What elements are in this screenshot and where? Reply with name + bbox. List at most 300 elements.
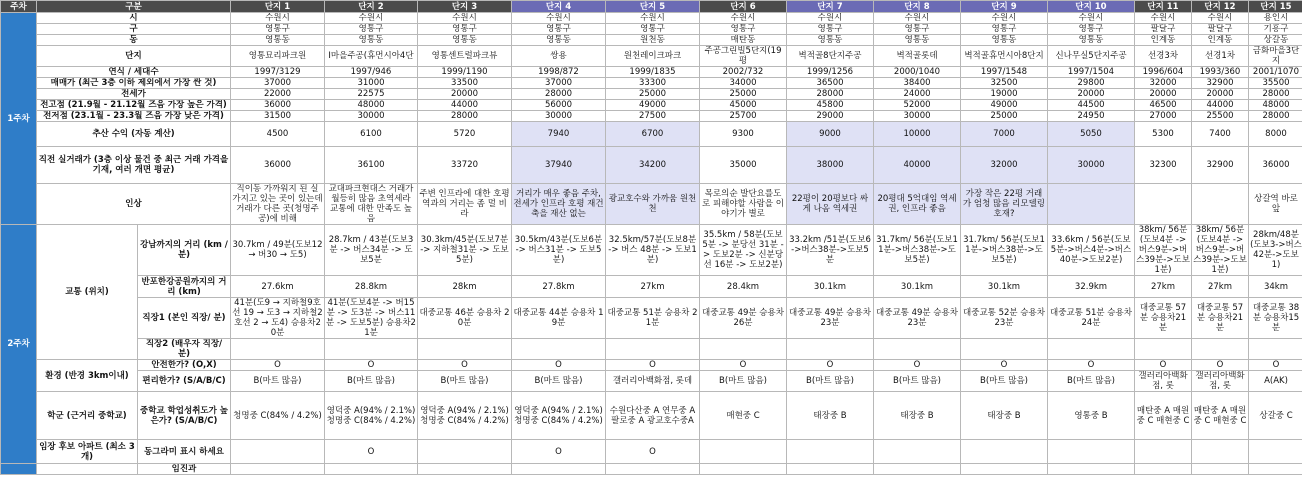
- value-cell[interactable]: 30000: [325, 111, 418, 122]
- value-cell[interactable]: [961, 440, 1048, 464]
- value-cell[interactable]: 28km/48분(도보3->버스42분->도보1): [1249, 225, 1302, 276]
- value-cell[interactable]: 인계동: [1135, 35, 1192, 46]
- value-cell[interactable]: 태장중 B: [961, 392, 1048, 440]
- value-cell[interactable]: 49000: [606, 100, 700, 111]
- value-cell[interactable]: 교대파크현대스 거래가 월등히 많음 초역세라 교통에 대한 만족도 높음: [325, 184, 418, 225]
- value-cell[interactable]: 갤러리아백화점, 롯: [1135, 371, 1192, 392]
- value-cell[interactable]: 주공그린빌5단지(19평: [700, 46, 787, 67]
- value-cell[interactable]: 40000: [874, 147, 961, 184]
- value-cell[interactable]: 27km: [1135, 276, 1192, 298]
- value-cell[interactable]: 원천레이크파크: [606, 46, 700, 67]
- value-cell[interactable]: 영통동: [1048, 35, 1135, 46]
- value-cell[interactable]: 영통센트럴파크뷰: [418, 46, 512, 67]
- value-cell[interactable]: 기흥구: [1249, 24, 1302, 35]
- value-cell[interactable]: 28000: [1249, 89, 1302, 100]
- value-cell[interactable]: [231, 339, 325, 360]
- value-cell[interactable]: 수원시: [606, 13, 700, 24]
- value-cell[interactable]: 2000/1040: [874, 67, 961, 78]
- value-cell[interactable]: 38000: [787, 147, 874, 184]
- value-cell[interactable]: 22평이 20평보다 싸게 나옴 역세권: [787, 184, 874, 225]
- value-cell[interactable]: 32.9km: [1048, 276, 1135, 298]
- value-cell[interactable]: [418, 440, 512, 464]
- header-complex-8[interactable]: 단지 8: [874, 1, 961, 13]
- value-cell[interactable]: 대중교통 57분 승용차21분: [1135, 298, 1192, 339]
- header-complex-3[interactable]: 단지 3: [418, 1, 512, 13]
- value-cell[interactable]: B(마트 많음): [325, 371, 418, 392]
- value-cell[interactable]: 35.5km / 58분(도보5분 -> 분당선 31분 -> 도보2분 -> 신분당선 16분 -> 도보2분): [700, 225, 787, 276]
- value-cell[interactable]: 48000: [1249, 100, 1302, 111]
- value-cell[interactable]: 청명중 C(84% / 4.2%): [231, 392, 325, 440]
- header-complex-9[interactable]: 단지 9: [961, 1, 1048, 13]
- value-cell[interactable]: 49000: [961, 100, 1048, 111]
- value-cell[interactable]: 영통구: [700, 24, 787, 35]
- value-cell[interactable]: 45800: [787, 100, 874, 111]
- candidate-group-label: 임장 후보 아파트 (최소 3개): [37, 440, 138, 464]
- value-cell[interactable]: 영통동: [874, 35, 961, 46]
- value-cell[interactable]: 수원시: [1048, 13, 1135, 24]
- value-cell[interactable]: B(마트 많음): [874, 371, 961, 392]
- value-cell[interactable]: 2001/1070: [1249, 67, 1302, 78]
- value-cell[interactable]: [874, 464, 961, 475]
- value-cell[interactable]: B(마트 많음): [418, 371, 512, 392]
- value-cell[interactable]: 27km: [1192, 276, 1249, 298]
- value-cell[interactable]: 36000: [231, 147, 325, 184]
- header-complex-10[interactable]: 단지 10: [1048, 1, 1135, 13]
- header-complex-15[interactable]: 단지 15: [1249, 1, 1302, 13]
- value-cell[interactable]: O: [787, 360, 874, 371]
- value-cell[interactable]: 29000: [787, 111, 874, 122]
- header-complex-6[interactable]: 단지 6: [700, 1, 787, 13]
- value-cell[interactable]: 영통구: [231, 24, 325, 35]
- value-cell[interactable]: 대중교통 38분 승용차15분: [1249, 298, 1302, 339]
- value-cell[interactable]: [418, 339, 512, 360]
- value-cell[interactable]: [1192, 440, 1249, 464]
- value-cell[interactable]: 7000: [961, 122, 1048, 147]
- value-cell[interactable]: 갤러리아백화점, 롯데: [606, 371, 700, 392]
- header-complex-7[interactable]: 단지 7: [787, 1, 874, 13]
- candidate-row: [1, 440, 1302, 464]
- value-cell[interactable]: 31500: [231, 111, 325, 122]
- value-cell[interactable]: 24000: [874, 89, 961, 100]
- value-cell[interactable]: O: [418, 360, 512, 371]
- value-cell[interactable]: 29800: [1048, 78, 1135, 89]
- value-cell[interactable]: 영통묘리파크원: [231, 46, 325, 67]
- value-cell[interactable]: O: [700, 360, 787, 371]
- value-cell[interactable]: 36500: [787, 78, 874, 89]
- value-cell[interactable]: 6100: [325, 122, 418, 147]
- value-cell[interactable]: [1048, 339, 1135, 360]
- value-cell[interactable]: 영통동: [787, 35, 874, 46]
- value-cell[interactable]: 27500: [606, 111, 700, 122]
- value-cell[interactable]: 20000: [1135, 89, 1192, 100]
- value-cell[interactable]: 33500: [418, 78, 512, 89]
- value-cell[interactable]: [700, 464, 787, 475]
- value-cell[interactable]: [787, 440, 874, 464]
- value-cell[interactable]: 28.7km / 43분(도보3분 -> 버스34분 -> 도보5분: [325, 225, 418, 276]
- value-cell[interactable]: [1048, 184, 1135, 225]
- value-cell[interactable]: 영통구: [418, 24, 512, 35]
- value-cell[interactable]: 금화마을3단지: [1249, 46, 1302, 67]
- value-cell[interactable]: 56000: [512, 100, 606, 111]
- value-cell[interactable]: 직이동 가까워지 된 실 가지고 있는 곳이 있는데 거래가 다른 곳(청명주공)에 비해: [232, 184, 323, 224]
- value-cell[interactable]: 수원시: [961, 13, 1048, 24]
- value-cell[interactable]: [1135, 464, 1192, 475]
- value-cell[interactable]: [874, 440, 961, 464]
- value-cell[interactable]: 거리가 매우 좋음 주차, 전세가 인프라 호평 재건축을 재산 없는: [512, 184, 606, 225]
- row-label: 전고점 (21.9월 - 21.12월 즈음 가장 높은 가격): [37, 100, 231, 111]
- value-cell[interactable]: 신나무실5단지주공: [1048, 46, 1135, 67]
- value-cell[interactable]: [700, 440, 787, 464]
- value-cell[interactable]: [1249, 440, 1302, 464]
- value-cell[interactable]: 28.4km: [700, 276, 787, 298]
- value-cell[interactable]: 32000: [1135, 78, 1192, 89]
- value-cell[interactable]: 7940: [512, 122, 606, 147]
- value-cell[interactable]: 수원시: [1192, 13, 1249, 24]
- value-cell[interactable]: 1998/872: [512, 67, 606, 78]
- value-cell[interactable]: [787, 339, 874, 360]
- value-cell[interactable]: O: [512, 360, 606, 371]
- value-cell[interactable]: 30.3km/45분(도보7분 -> 지하철31분 -> 도보5분): [418, 225, 512, 276]
- value-cell[interactable]: 25700: [700, 111, 787, 122]
- value-cell[interactable]: O: [1135, 360, 1192, 371]
- value-cell[interactable]: 32900: [1192, 147, 1249, 184]
- value-cell[interactable]: [961, 464, 1048, 475]
- value-cell[interactable]: O: [325, 440, 418, 464]
- value-cell[interactable]: 수원시: [325, 13, 418, 24]
- value-cell[interactable]: 31.7km/ 56분(도보11분->버스38분->도보5분): [874, 225, 961, 276]
- value-cell[interactable]: O: [874, 360, 961, 371]
- value-cell[interactable]: 30000: [512, 111, 606, 122]
- value-cell[interactable]: O: [1192, 360, 1249, 371]
- value-cell[interactable]: [1135, 339, 1192, 360]
- value-cell[interactable]: 24950: [1048, 111, 1135, 122]
- value-cell[interactable]: 수원시: [231, 13, 325, 24]
- value-cell[interactable]: 22575: [325, 89, 418, 100]
- value-cell[interactable]: 38400: [874, 78, 961, 89]
- value-cell[interactable]: 32300: [1135, 147, 1192, 184]
- value-cell[interactable]: 수원시: [700, 13, 787, 24]
- value-cell[interactable]: [1135, 440, 1192, 464]
- value-cell[interactable]: 28.8km: [325, 276, 418, 298]
- value-cell[interactable]: 8000: [1249, 122, 1302, 147]
- value-cell[interactable]: 33720: [418, 147, 512, 184]
- value-cell[interactable]: 영통동: [231, 35, 325, 46]
- value-cell[interactable]: O: [606, 440, 700, 464]
- value-cell[interactable]: O: [606, 360, 700, 371]
- value-cell[interactable]: 44500: [1048, 100, 1135, 111]
- value-cell[interactable]: I마을주공(휴먼시아4단: [325, 46, 418, 67]
- value-cell[interactable]: 6700: [606, 122, 700, 147]
- header-complex-11[interactable]: 단지 11: [1135, 1, 1192, 13]
- value-cell[interactable]: [325, 464, 418, 475]
- value-cell[interactable]: 20000: [1048, 89, 1135, 100]
- value-cell[interactable]: 25500: [1192, 111, 1249, 122]
- value-cell[interactable]: 용인시: [1249, 13, 1302, 24]
- value-cell[interactable]: 35500: [1249, 78, 1302, 89]
- header-complex-4[interactable]: 단지 4: [512, 1, 606, 13]
- value-cell[interactable]: 팔달구: [1192, 24, 1249, 35]
- value-cell[interactable]: [874, 339, 961, 360]
- value-cell[interactable]: 1996/604: [1135, 67, 1192, 78]
- value-cell[interactable]: 영통구: [325, 24, 418, 35]
- value-cell[interactable]: B(마트 많음): [1048, 371, 1135, 392]
- value-cell[interactable]: B(마트 많음): [961, 371, 1048, 392]
- value-cell[interactable]: [606, 464, 700, 475]
- value-cell[interactable]: 44000: [418, 100, 512, 111]
- value-cell[interactable]: 37000: [231, 78, 325, 89]
- value-cell[interactable]: 25000: [961, 111, 1048, 122]
- value-cell[interactable]: 1997/1548: [961, 67, 1048, 78]
- value-cell[interactable]: 48000: [325, 100, 418, 111]
- week1-row: [1, 13, 1302, 24]
- value-cell[interactable]: 수원시: [787, 13, 874, 24]
- value-cell[interactable]: 대중교통 46분 승용차 20분: [418, 298, 512, 339]
- value-cell[interactable]: 영통중 B: [1048, 392, 1135, 440]
- value-cell[interactable]: 9000: [787, 122, 874, 147]
- row-label: 직장1 (본인 직장/ 분): [138, 298, 231, 339]
- value-cell[interactable]: 30000: [1048, 147, 1135, 184]
- value-cell[interactable]: 25000: [700, 89, 787, 100]
- value-cell[interactable]: 5300: [1135, 122, 1192, 147]
- value-cell[interactable]: 1999/1835: [606, 67, 700, 78]
- value-cell[interactable]: [231, 464, 325, 475]
- value-cell[interactable]: [1249, 339, 1302, 360]
- value-cell[interactable]: 9300: [700, 122, 787, 147]
- value-cell[interactable]: 수원시: [1135, 13, 1192, 24]
- value-cell[interactable]: 1997/1504: [1048, 67, 1135, 78]
- value-cell[interactable]: 영통구: [874, 24, 961, 35]
- value-cell[interactable]: 대중교통 57분 승용차21분: [1192, 298, 1249, 339]
- value-cell[interactable]: 36000: [1249, 147, 1302, 184]
- value-cell[interactable]: 46500: [1135, 100, 1192, 111]
- value-cell[interactable]: 7400: [1192, 122, 1249, 147]
- value-cell[interactable]: 32500: [961, 78, 1048, 89]
- value-cell[interactable]: [418, 464, 512, 475]
- value-cell[interactable]: O: [961, 360, 1048, 371]
- value-cell[interactable]: A(AK): [1249, 371, 1302, 392]
- value-cell[interactable]: 30000: [874, 111, 961, 122]
- value-cell[interactable]: 선경1차: [1192, 46, 1249, 67]
- value-cell[interactable]: 상갈역 바로 앞: [1249, 184, 1302, 225]
- value-cell[interactable]: 상갈동: [1249, 35, 1302, 46]
- value-cell[interactable]: 매탄동: [700, 35, 787, 46]
- value-cell[interactable]: 주변 인프라에 대한 호평 역과의 거리는 좀 멀 비라: [418, 184, 512, 225]
- value-cell[interactable]: 가장 작은 22평 거래가 엄청 많음 리모델링 호재?: [961, 184, 1048, 225]
- value-cell[interactable]: 대중교통 49분 승용차 23분: [874, 298, 961, 339]
- value-cell[interactable]: 영통구: [787, 24, 874, 35]
- value-cell[interactable]: 44000: [1192, 100, 1249, 111]
- value-cell[interactable]: 쌍용: [512, 46, 606, 67]
- value-cell[interactable]: O: [1048, 360, 1135, 371]
- value-cell[interactable]: 36000: [231, 100, 325, 111]
- value-cell[interactable]: 수원다산중 A 연무중 A 팔로중 A 광교호수중A: [606, 392, 700, 440]
- value-cell[interactable]: 27000: [1135, 111, 1192, 122]
- value-cell[interactable]: B(마트 많음): [512, 371, 606, 392]
- value-cell[interactable]: 32900: [1192, 78, 1249, 89]
- row-label: 동: [37, 35, 231, 46]
- value-cell[interactable]: [325, 339, 418, 360]
- value-cell[interactable]: [1192, 184, 1249, 225]
- value-cell[interactable]: O: [325, 360, 418, 371]
- value-cell[interactable]: 33300: [606, 78, 700, 89]
- value-cell[interactable]: 매현중 C: [700, 392, 787, 440]
- value-cell[interactable]: 대중교통 49분 승용차 23분: [787, 298, 874, 339]
- header-complex-2[interactable]: 단지 2: [325, 1, 418, 13]
- value-cell[interactable]: 30.5km/43분(도보6분 -> 버스31분 -> 도보5분): [512, 225, 606, 276]
- value-cell[interactable]: 10000: [874, 122, 961, 147]
- value-cell[interactable]: 수원시: [512, 13, 606, 24]
- traffic-row: [1, 298, 1302, 339]
- value-cell[interactable]: 대중교통 52분 승용차23분: [961, 298, 1048, 339]
- value-cell[interactable]: 영통구: [961, 24, 1048, 35]
- value-cell[interactable]: 28000: [787, 89, 874, 100]
- value-cell[interactable]: 상갈중 C: [1249, 392, 1302, 440]
- value-cell[interactable]: 영덕중 A(94% / 2.1%) 청명중 C(84% / 4.2%): [512, 392, 606, 440]
- value-cell[interactable]: 영통동: [512, 35, 606, 46]
- value-cell[interactable]: 매탄중 A 매원중 C 매현중 C: [1135, 392, 1192, 440]
- value-cell[interactable]: 30.1km: [874, 276, 961, 298]
- value-cell[interactable]: 수원시: [418, 13, 512, 24]
- value-cell[interactable]: [787, 464, 874, 475]
- value-cell[interactable]: [1192, 464, 1249, 475]
- week1-row: [1, 24, 1302, 35]
- value-cell[interactable]: 1997/946: [325, 67, 418, 78]
- value-cell[interactable]: 31.7km/ 56분(도보11분->버스38분->도보5분): [961, 225, 1048, 276]
- value-cell[interactable]: 36100: [325, 147, 418, 184]
- value-cell[interactable]: 벽적골롯데: [874, 46, 961, 67]
- value-cell[interactable]: 4500: [231, 122, 325, 147]
- row-label: 시: [37, 13, 231, 24]
- value-cell[interactable]: 태장중 B: [787, 392, 874, 440]
- value-cell[interactable]: 27.6km: [231, 276, 325, 298]
- value-cell[interactable]: 34000: [700, 78, 787, 89]
- value-cell[interactable]: 영덕중 A(94% / 2.1%) 청명중 C(84% / 4.2%): [325, 392, 418, 440]
- row-label: 추산 수익 (자동 계산): [37, 122, 231, 147]
- value-cell[interactable]: 영덕중 A(94% / 2.1%) 청명중 C(84% / 4.2%): [418, 392, 512, 440]
- value-cell[interactable]: 30.1km: [787, 276, 874, 298]
- value-cell[interactable]: [961, 339, 1048, 360]
- value-cell[interactable]: 1999/1190: [418, 67, 512, 78]
- header-complex-5[interactable]: 단지 5: [606, 1, 700, 13]
- value-cell[interactable]: 20000: [1192, 89, 1249, 100]
- value-cell[interactable]: 태장중 B: [874, 392, 961, 440]
- value-cell[interactable]: 34km: [1249, 276, 1302, 298]
- value-cell[interactable]: 목로의순 발단요를도로 피해야할 사람을 이야기가 별로: [700, 184, 787, 225]
- value-cell[interactable]: [606, 339, 700, 360]
- value-cell[interactable]: 영통동: [325, 35, 418, 46]
- value-cell[interactable]: 37000: [512, 78, 606, 89]
- value-cell[interactable]: [1048, 440, 1135, 464]
- value-cell[interactable]: 벽적골휴먼시아8단지: [961, 46, 1048, 67]
- value-cell[interactable]: 32000: [961, 147, 1048, 184]
- value-cell[interactable]: 벽적골8단지주공: [787, 46, 874, 67]
- value-cell[interactable]: 수원시: [874, 13, 961, 24]
- value-cell[interactable]: 1993/360: [1192, 67, 1249, 78]
- school-row: [1, 392, 1302, 440]
- value-cell[interactable]: 27.8km: [512, 276, 606, 298]
- value-cell[interactable]: 33.2km /51분(도보6->버스38분->도보5분: [787, 225, 874, 276]
- value-cell[interactable]: 28000: [418, 111, 512, 122]
- value-cell[interactable]: 52000: [874, 100, 961, 111]
- value-cell[interactable]: 2002/732: [700, 67, 787, 78]
- value-cell[interactable]: 대중교통 44분 승용차 19분: [512, 298, 606, 339]
- value-cell[interactable]: 28000: [1249, 111, 1302, 122]
- value-cell[interactable]: O: [231, 360, 325, 371]
- value-cell[interactable]: 37940: [512, 147, 606, 184]
- traffic-row: [1, 339, 1302, 360]
- value-cell[interactable]: [512, 339, 606, 360]
- value-cell[interactable]: 41분(도보4분 -> 버15분 -> 도3분 -> 버스11분 -> 도보5분) 승용차21분: [326, 298, 416, 338]
- value-cell[interactable]: 5720: [418, 122, 512, 147]
- value-cell[interactable]: 20000: [418, 89, 512, 100]
- value-cell[interactable]: 25000: [606, 89, 700, 100]
- value-cell[interactable]: [1048, 464, 1135, 475]
- value-cell[interactable]: 영통동: [961, 35, 1048, 46]
- value-cell[interactable]: 1997/3129: [231, 67, 325, 78]
- value-cell[interactable]: 30.1km: [961, 276, 1048, 298]
- value-cell[interactable]: 28km: [418, 276, 512, 298]
- value-cell[interactable]: B(마트 많음): [231, 371, 325, 392]
- week1-row: [1, 111, 1302, 122]
- value-cell[interactable]: 팔달구: [1135, 24, 1192, 35]
- value-cell[interactable]: 19000: [961, 89, 1048, 100]
- value-cell[interactable]: 41분(도9 → 지하철9호선 19 → 도3 → 지하철2호선 2 → 도4) 승용차20분: [232, 298, 323, 338]
- value-cell[interactable]: [1192, 339, 1249, 360]
- value-cell[interactable]: 35000: [700, 147, 787, 184]
- value-cell[interactable]: 대중교통 49분 승용차 26분: [700, 298, 787, 339]
- value-cell[interactable]: O: [512, 440, 606, 464]
- value-cell[interactable]: [231, 440, 325, 464]
- value-cell[interactable]: 38km/ 56분(도보4분 -> 버스9분->버스39분->도보1분): [1136, 225, 1190, 275]
- value-cell[interactable]: 32.5km/57분(도보8분 -> 버스 48분 -> 도보1분): [606, 225, 700, 276]
- value-cell[interactable]: 28000: [512, 89, 606, 100]
- value-cell[interactable]: 선경3차: [1135, 46, 1192, 67]
- value-cell[interactable]: 38km/ 56분(도보4분 -> 버스9분->버스39분->도보1분): [1193, 225, 1247, 275]
- header-complex-1[interactable]: 단지 1: [231, 1, 325, 13]
- value-cell[interactable]: 27km: [606, 276, 700, 298]
- value-cell[interactable]: 영통구: [512, 24, 606, 35]
- value-cell[interactable]: 인계동: [1192, 35, 1249, 46]
- value-cell[interactable]: [700, 339, 787, 360]
- header-complex-12[interactable]: 단지 12: [1192, 1, 1249, 13]
- value-cell[interactable]: B(마트 많음): [700, 371, 787, 392]
- value-cell[interactable]: 영통동: [418, 35, 512, 46]
- value-cell[interactable]: 1999/1256: [787, 67, 874, 78]
- value-cell[interactable]: 원천동: [606, 35, 700, 46]
- value-cell[interactable]: 33.6km / 56분(도보5분->버스4분->버스40분->도보2분): [1048, 225, 1135, 276]
- value-cell[interactable]: 영통구: [1048, 24, 1135, 35]
- row-label: 직장2 (배우자 직장/ 분): [138, 339, 231, 360]
- value-cell[interactable]: B(마트 많음): [787, 371, 874, 392]
- value-cell[interactable]: 30.7km / 49분(도보12 → 버30 → 도5): [231, 225, 325, 276]
- value-cell[interactable]: 34200: [606, 147, 700, 184]
- value-cell[interactable]: 대중교통 51분 승용차24분: [1048, 298, 1135, 339]
- value-cell[interactable]: [1249, 464, 1302, 475]
- value-cell[interactable]: 45000: [700, 100, 787, 111]
- value-cell[interactable]: 31000: [325, 78, 418, 89]
- value-cell[interactable]: 22000: [231, 89, 325, 100]
- value-cell[interactable]: 광교호수와 가까움 원천천: [606, 184, 700, 225]
- value-cell[interactable]: 20평대 5억대임 역세권, 인프라 좋음: [874, 184, 961, 225]
- value-cell[interactable]: [512, 464, 606, 475]
- value-cell[interactable]: 매탄중 A 매원중 C 매현중 C: [1192, 392, 1249, 440]
- value-cell[interactable]: 대중교통 51분 승용차 21분: [606, 298, 700, 339]
- value-cell[interactable]: 영통구: [606, 24, 700, 35]
- value-cell[interactable]: O: [1249, 360, 1302, 371]
- value-cell[interactable]: 5050: [1048, 122, 1135, 147]
- value-cell[interactable]: 갤러리아백화점, 롯: [1192, 371, 1249, 392]
- value-cell[interactable]: [1135, 184, 1192, 225]
